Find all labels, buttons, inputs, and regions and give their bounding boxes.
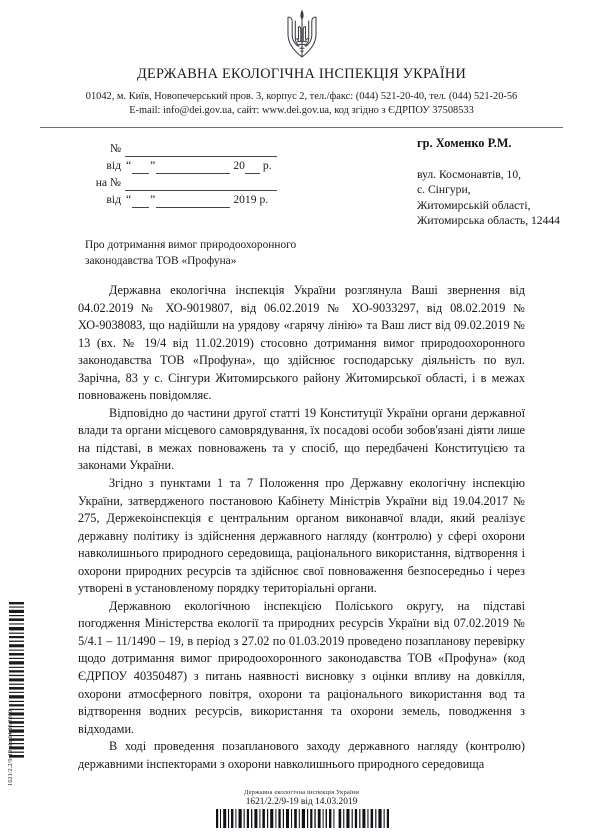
reference-year-blank[interactable] <box>245 162 260 174</box>
addressee-block <box>417 136 560 229</box>
organization-contacts: E-mail: info@dei.gov.ua, сайт: www.dei.gov.ua, код згідно з ЄДРПОУ 37508533 <box>129 105 474 116</box>
body-paragraph-4: Державною екологічною інспекцією Поліського округу, на підставі погодження Міністерства екології та природних ресурсів України від 07.02.2019 № 5/4.1 – 11/1490 – 19, в період з 27.02 по 01.03.2019 проведено позапланову перевірку щодо дотримання вимог природоохоронного законодавства ТОВ «Профуна» (код ЄДРПОУ 40350487) з питань наявності висновку з оцінки впливу на довкілля, охорони атмосферного повітря, охорони та раціонального використання вод та відтворення водних ресурсів, використання та охорони земель, поводження з відходами. <box>78 598 525 736</box>
footer-registration-stamp <box>0 789 603 828</box>
addressee-street: вул. Космонавтів, 10, <box>417 167 522 181</box>
organization-address: 01042, м. Київ, Новопечерський пров. 3, корпус 2, тел./факс: (044) 521-20-40, тел. (044) 521-20-56 <box>85 91 518 102</box>
subject-line-1: Про дотримання вимог природоохоронного <box>85 239 297 251</box>
reply-date-label: від <box>106 193 121 206</box>
quote-open-2: “ <box>126 193 132 206</box>
reply-number-label: на № <box>95 176 121 189</box>
body-paragraph-2: Відповідно до частини другої статті 19 Конституції України органи державної влади та органи місцевого самоврядування, їх посадові особи зобов'язані діяти лише на підставі, в межах повноважень та у спосіб, що передбачені Конституцією та законами України. <box>78 405 525 473</box>
reply-year-suffix: р. <box>259 193 269 206</box>
body-paragraph-1: Державна екологічна інспекція України розглянула Ваші звернення від 04.02.2019 № ХО-9019807, від 06.02.2019 № ХО-9033297, від 08.02.2019 № ХО-9038083, що надійшли на урядову «гарячу лінію» та Ваш лист від 09.02.2019 № 13 (вх. № 19/4 від 11.02.2019) стосовно дотримання вимог природоохоронного законодавства ТОВ «Профуна», що здійснює господарську діяльність по вул. Зарічна, 83 у с. Сінгури Житомирського району Житомирської області, і в межах повноважень повідомляє. <box>78 283 525 403</box>
quote-close-2: ” <box>150 193 156 206</box>
reply-month-blank[interactable] <box>156 196 230 208</box>
addressee-village: с. Сінгури, <box>417 183 471 197</box>
reply-day-blank[interactable] <box>132 196 149 208</box>
stamp-number: 1621/2.2/9-19 від 14.03.2019 <box>245 797 358 807</box>
quote-open-1: “ <box>126 159 132 172</box>
subject-block <box>85 238 385 269</box>
reference-year-suffix: р. <box>262 159 272 172</box>
organization-title: ДЕРЖАВНА ЕКОЛОГІЧНА ІНСПЕКЦІЯ УКРАЇНИ <box>136 66 467 82</box>
addressee-region: Житомирській області, <box>417 198 531 212</box>
addressee-postal: Житомирська область, 12444 <box>417 214 560 228</box>
header-divider <box>40 127 563 128</box>
subject-line-2: законодавства ТОВ «Профуна» <box>85 254 237 267</box>
body-paragraph-5: В ході проведення позапланового заходу державного нагляду (контролю) державними інспекторами з охорони навколишнього природного середовища <box>78 739 525 771</box>
reference-and-addressee-zone <box>0 136 603 232</box>
letterhead <box>0 0 603 128</box>
reply-number-line <box>85 174 277 191</box>
reply-date-line <box>85 191 277 208</box>
reference-number-line <box>85 140 277 157</box>
reference-day-blank[interactable] <box>132 162 149 174</box>
letter-body <box>78 282 525 773</box>
reference-number-label: № <box>109 142 121 155</box>
body-paragraph-3: Згідно з пунктами 1 та 7 Положення про Державну екологічну інспекцію України, затвердженого постановою Кабінету Міністрів України від 19.04.2017 № 275, Держекоінспекція є центральним органом виконавчої влади, який реалізує державну політику із здійснення державного нагляду (контролю) у сфері охорони навколишнього природного середовища, раціонального використання, відтворення і охорони природних ресурсів та здійснює свої повноваження безпосередньо і через утворені в установленому порядку територіальні органи. <box>78 476 525 596</box>
reference-block <box>85 140 277 208</box>
side-registration-mark <box>5 600 31 786</box>
reference-month-blank[interactable] <box>156 162 230 174</box>
reference-date-line <box>85 157 277 174</box>
stamp-organization: Державна екологічна інспекція України <box>243 789 360 796</box>
addressee-name: гр. Хоменко Р.М. <box>417 136 512 150</box>
barcode-icon <box>214 809 390 828</box>
reference-date-label: від <box>106 159 121 172</box>
quote-close-1: ” <box>150 159 156 172</box>
side-registration-code: 1621/2.2/9-19 від 14.03.2019 <box>7 709 14 786</box>
ukraine-trident-emblem-icon <box>282 8 322 60</box>
reference-year-prefix: 20 <box>233 159 245 172</box>
reply-number-blank[interactable] <box>125 179 277 191</box>
reference-number-blank[interactable] <box>125 145 277 157</box>
reply-year: 2019 <box>233 193 257 206</box>
